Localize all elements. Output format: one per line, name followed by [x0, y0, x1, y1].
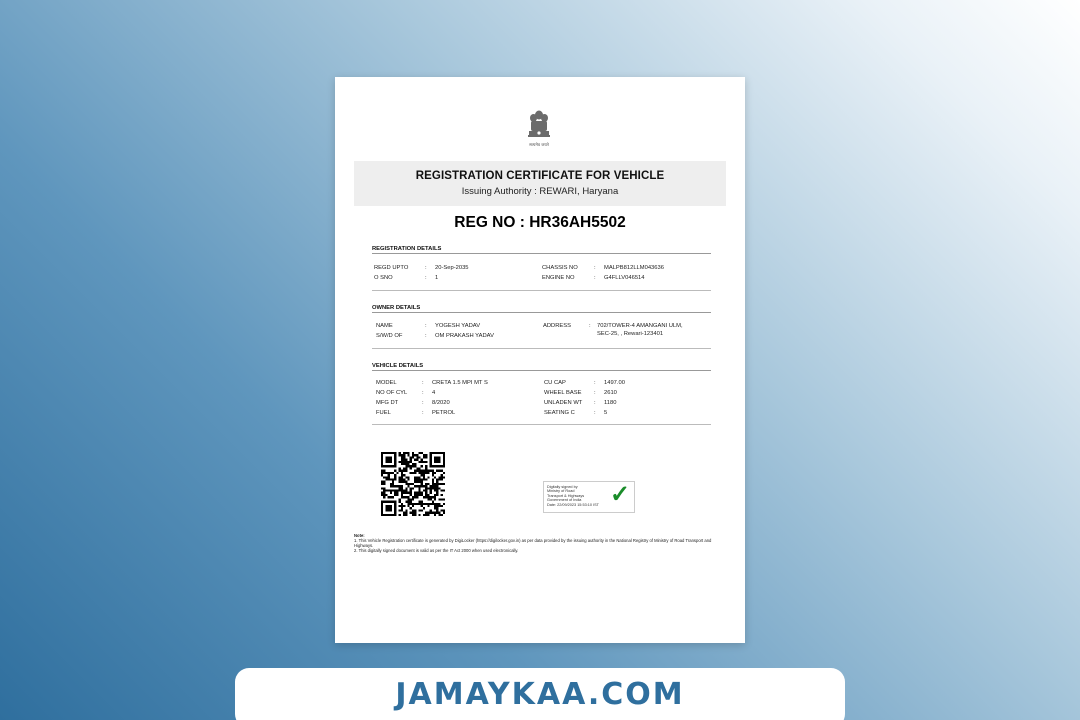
certificate-header [354, 161, 726, 206]
notes: Note: 1. This Vehicle Registration certificate is generated by DigiLocker (https://digilocker.gov.in) as per data provided by the issuing authority in the National Registry of Ministry of Road Transport and Highways. 2. This digitally signed document is valid as per the IT Act 2000 when used electronically. [354, 533, 712, 553]
chassis-row: CHASSIS NO : MALPB812LLM043636 [542, 265, 664, 271]
section-title: REGISTRATION DETAILS [372, 246, 711, 254]
emblem-caption: सत्यमेव जयते [529, 142, 549, 147]
registration-details-section [372, 246, 711, 291]
model-value: CRETA 1.5 MPI MT S [432, 380, 488, 386]
qr-code-icon [381, 452, 445, 516]
seating-row: SEATING C : 5 [544, 410, 608, 416]
national-emblem-icon [525, 109, 553, 149]
address-row: ADDRESS : 702/TOWER-4 AMANGANI ULM, [543, 323, 683, 329]
regd-upto-value: 20-Sep-2035 [435, 265, 469, 271]
address-line-2: SEC-25, , Rewari-123401 [597, 331, 664, 337]
site-banner [235, 668, 845, 720]
owner-details-section [372, 305, 711, 349]
registration-certificate [335, 77, 745, 643]
certificate-title: REGISTRATION CERTIFICATE FOR VEHICLE [415, 170, 665, 182]
cu-cap-row: CU CAP : 1497.00 [544, 380, 625, 386]
cyl-value: 4 [432, 390, 436, 396]
wheel-base-row: WHEEL BASE : 2610 [544, 390, 617, 396]
engine-row: ENGINE NO : G4FLLV046514 [542, 275, 645, 281]
engine-value: G4FLLV046514 [604, 275, 645, 281]
o-sno-value: 1 [435, 275, 439, 281]
cyl-row: NO OF CYL : 4 [376, 390, 436, 396]
address-line-1: 702/TOWER-4 AMANGANI ULM, [597, 323, 683, 329]
section-title: VEHICLE DETAILS [372, 363, 711, 371]
o-sno-row: O SNO : 1 [374, 275, 439, 281]
owner-name-row: NAME : YOGESH YADAV [376, 323, 481, 329]
mfg-value: 8/2020 [432, 400, 450, 406]
model-row: MODEL : CRETA 1.5 MPI MT S [376, 380, 488, 386]
swdo-value: OM PRAKASH YADAV [435, 333, 494, 339]
issuing-authority: Issuing Authority : REWARI, Haryana [461, 186, 619, 197]
mfg-row: MFG DT : 8/2020 [376, 400, 450, 406]
signature-text: Digitally signed by Ministry of Road Transport & Highways Government of India Date: 22/09/2023 15:53:10 IST [547, 485, 599, 507]
wheel-base-value: 2610 [604, 390, 617, 396]
swdo-row: S/W/D OF : OM PRAKASH YADAV [376, 333, 494, 339]
seating-value: 5 [604, 410, 608, 416]
registration-number: REG NO : HR36AH5502 [454, 214, 626, 231]
fuel-value: PETROL [432, 410, 456, 416]
cu-cap-value: 1497.00 [604, 380, 625, 386]
owner-name-value: YOGESH YADAV [435, 323, 481, 329]
site-name: JAMAYKAA.COM [395, 677, 685, 712]
unladen-wt-row: UNLADEN WT : 1180 [544, 400, 617, 406]
section-title: OWNER DETAILS [372, 305, 711, 313]
fuel-row: FUEL : PETROL [376, 410, 456, 416]
unladen-wt-value: 1180 [604, 400, 617, 406]
digital-signature-box [543, 481, 635, 513]
vehicle-details-section [372, 363, 711, 425]
regd-upto-row: REGD UPTO : 20-Sep-2035 [374, 265, 469, 271]
chassis-value: MALPB812LLM043636 [604, 265, 664, 271]
verified-check-icon: ✓ [610, 481, 631, 508]
